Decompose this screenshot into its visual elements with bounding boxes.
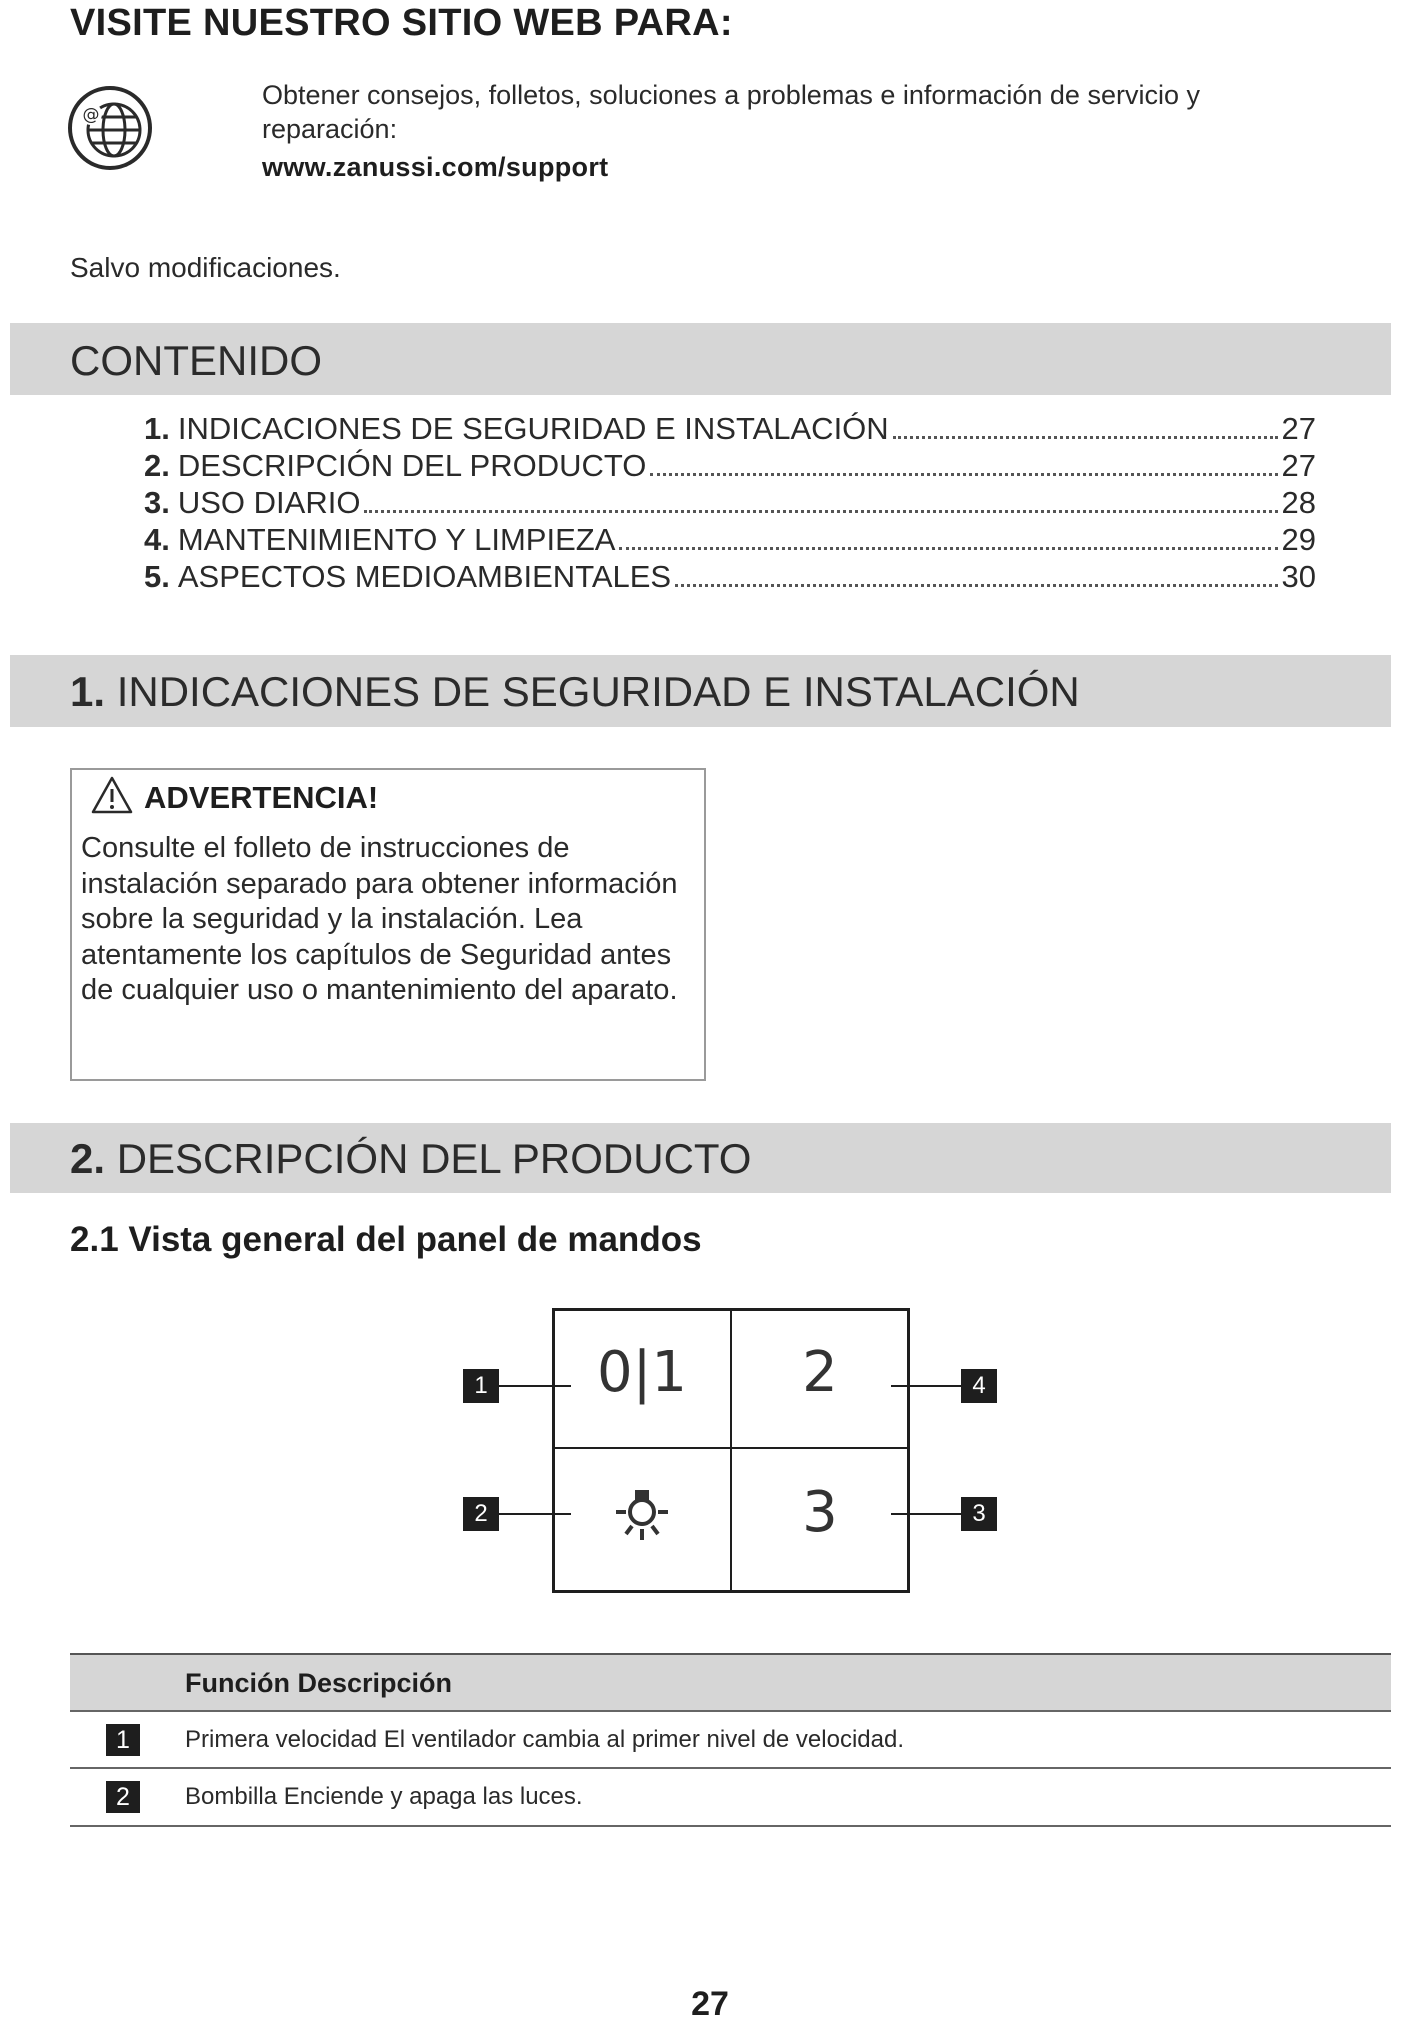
- table-row-divider: [70, 1710, 1391, 1712]
- svg-text:@: @: [82, 105, 100, 125]
- toc-item-label: ASPECTOS MEDIOAMBIENTALES: [177, 559, 672, 594]
- callout-leader: [499, 1513, 571, 1515]
- toc-item[interactable]: [144, 558, 1316, 595]
- section2-title: [70, 1135, 751, 1183]
- toc-item-label: MANTENIMIENTO Y LIMPIEZA: [177, 522, 616, 557]
- table-header-label: Función Descripción: [185, 1668, 453, 1698]
- page-number: 27: [691, 1985, 729, 2023]
- toc-item[interactable]: [144, 484, 1316, 521]
- toc-dot-leader: [650, 473, 1277, 476]
- toc-item-number: 2.: [144, 448, 170, 483]
- toc-item[interactable]: [144, 410, 1316, 447]
- warning-triangle-icon: [90, 774, 134, 816]
- toc-title: CONTENIDO: [70, 337, 322, 384]
- callout-3: 3: [961, 1497, 997, 1531]
- toc-item-number: 3.: [144, 485, 170, 520]
- toc-item-page: 30: [1281, 559, 1316, 594]
- callout-2: 2: [463, 1497, 499, 1531]
- table-bottom-rule: [70, 1825, 1391, 1827]
- on-off-button[interactable]: 0|1: [596, 1340, 688, 1405]
- toc-item[interactable]: [144, 521, 1316, 558]
- speed-2-button[interactable]: 2: [802, 1340, 838, 1405]
- section1-title: [70, 668, 1080, 716]
- callout-leader: [499, 1385, 571, 1387]
- toc-heading-band: [10, 323, 1391, 395]
- table-row-divider: [70, 1767, 1391, 1769]
- panel-divider-horizontal: [552, 1447, 910, 1449]
- toc-item-label: INDICACIONES DE SEGURIDAD E INSTALACIÓN: [177, 411, 889, 446]
- toc-item-label: USO DIARIO: [177, 485, 361, 520]
- toc-dot-leader: [675, 584, 1277, 587]
- section2-number: 2.: [70, 1135, 106, 1182]
- toc-dot-leader: [893, 436, 1278, 439]
- table-row-id: 1: [106, 1724, 140, 1756]
- table-row-text: Primera velocidad El ventilador cambia al primer nivel de velocidad.: [185, 1726, 905, 1753]
- callout-4: 4: [961, 1369, 997, 1403]
- toc-item-page: 27: [1281, 411, 1316, 446]
- modification-notice: Salvo modificaciones.: [70, 252, 341, 283]
- toc-item-label: DESCRIPCIÓN DEL PRODUCTO: [177, 448, 647, 483]
- toc-item-number: 1.: [144, 411, 170, 446]
- toc-item-page: 28: [1281, 485, 1316, 520]
- visit-website-title: VISITE NUESTRO SITIO WEB PARA:: [70, 2, 733, 44]
- section2-heading-band: [10, 1123, 1391, 1193]
- table-row-id: 2: [106, 1781, 140, 1813]
- section1-title-text: INDICACIONES DE SEGURIDAD E INSTALACIÓN: [116, 668, 1080, 715]
- toc-item[interactable]: [144, 447, 1316, 484]
- callout-leader: [891, 1513, 961, 1515]
- warning-title: ADVERTENCIA!: [144, 780, 379, 815]
- section2-title-text: DESCRIPCIÓN DEL PRODUCTO: [116, 1135, 752, 1182]
- toc-dot-leader: [364, 510, 1277, 513]
- table-row-text: Bombilla Enciende y apaga las luces.: [185, 1783, 583, 1810]
- support-url-link[interactable]: www.zanussi.com/support: [262, 152, 609, 182]
- section1-number: 1.: [70, 668, 106, 715]
- warning-text: Consulte el folleto de instrucciones de instalación separado para obtener información sobre la seguridad y la instalación. Lea atentamente los capítulos de Seguridad antes de cualquier uso o mantenimiento del aparato.: [81, 832, 678, 1006]
- speed-3-button[interactable]: 3: [802, 1480, 838, 1545]
- toc-item-number: 5.: [144, 559, 170, 594]
- toc-item-page: 27: [1281, 448, 1316, 483]
- subsection-title: 2.1 Vista general del panel de mandos: [70, 1220, 702, 1259]
- callout-leader: [891, 1385, 961, 1387]
- support-description: Obtener consejos, folletos, soluciones a problemas e información de servicio y reparación:: [262, 80, 1200, 144]
- callout-1: 1: [463, 1369, 499, 1403]
- toc-dot-leader: [619, 547, 1277, 550]
- toc-item-page: 29: [1281, 522, 1316, 557]
- toc-item-number: 4.: [144, 522, 170, 557]
- globe-at-icon: [66, 84, 154, 172]
- section1-heading-band: [10, 655, 1391, 727]
- light-bulb-icon[interactable]: [610, 1484, 674, 1550]
